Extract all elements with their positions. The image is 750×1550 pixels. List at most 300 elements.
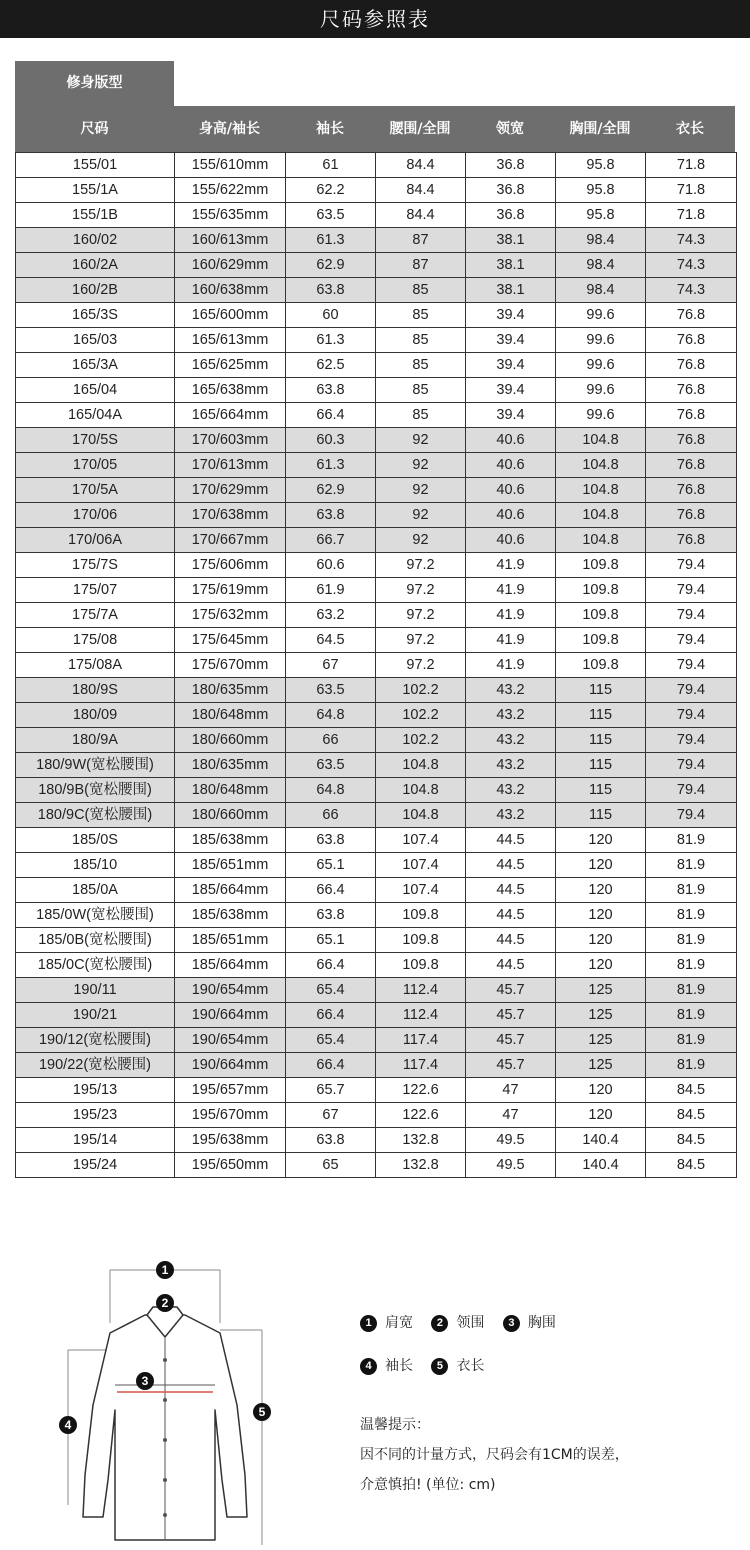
table-cell: 190/664mm xyxy=(175,1003,286,1028)
table-cell: 38.1 xyxy=(466,228,556,253)
table-cell: 81.9 xyxy=(646,878,737,903)
page-title: 尺码参照表 xyxy=(0,0,750,38)
table-cell: 76.8 xyxy=(646,378,737,403)
table-cell: 175/606mm xyxy=(175,553,286,578)
table-row xyxy=(16,1053,737,1078)
table-cell: 65.4 xyxy=(286,1028,376,1053)
legend-label: 胸围 xyxy=(527,1315,556,1331)
table-cell: 190/654mm xyxy=(175,978,286,1003)
table-cell: 36.8 xyxy=(466,203,556,228)
table-cell: 76.8 xyxy=(646,528,737,553)
table-cell: 175/645mm xyxy=(175,628,286,653)
table-cell: 36.8 xyxy=(466,153,556,178)
tips-block xyxy=(360,1410,629,1500)
table-cell: 195/657mm xyxy=(175,1078,286,1103)
table-cell: 79.4 xyxy=(646,553,737,578)
table-cell: 71.8 xyxy=(646,153,737,178)
table-row xyxy=(16,328,737,353)
legend-item-chest xyxy=(503,1312,556,1332)
column-header: 衣长 xyxy=(676,121,704,137)
table-cell: 180/660mm xyxy=(175,728,286,753)
table-cell: 66 xyxy=(286,803,376,828)
table-cell: 109.8 xyxy=(556,553,646,578)
table-cell: 155/622mm xyxy=(175,178,286,203)
table-cell: 180/9C(宽松腰围) xyxy=(16,803,175,828)
table-cell: 185/0A xyxy=(16,878,175,903)
table-cell: 84.5 xyxy=(646,1128,737,1153)
table-cell: 120 xyxy=(556,1103,646,1128)
table-cell: 104.8 xyxy=(556,428,646,453)
table-cell: 76.8 xyxy=(646,303,737,328)
table-cell: 195/23 xyxy=(16,1103,175,1128)
column-header: 胸围/全围 xyxy=(569,121,631,137)
table-cell: 160/629mm xyxy=(175,253,286,278)
table-cell: 81.9 xyxy=(646,853,737,878)
table-row xyxy=(16,203,737,228)
table-cell: 39.4 xyxy=(466,378,556,403)
table-cell: 195/24 xyxy=(16,1153,175,1178)
table-cell: 109.8 xyxy=(556,653,646,678)
table-cell: 125 xyxy=(556,1028,646,1053)
table-cell: 104.8 xyxy=(556,478,646,503)
table-row xyxy=(16,853,737,878)
column-header: 领宽 xyxy=(496,121,524,137)
table-cell: 170/638mm xyxy=(175,503,286,528)
legend-row-2 xyxy=(360,1355,498,1375)
table-cell: 104.8 xyxy=(556,503,646,528)
legend-item-sleeve xyxy=(360,1355,413,1375)
table-row xyxy=(16,553,737,578)
svg-text:1: 1 xyxy=(161,1263,169,1277)
table-cell: 132.8 xyxy=(376,1153,466,1178)
table-cell: 44.5 xyxy=(466,953,556,978)
table-cell: 63.8 xyxy=(286,1128,376,1153)
table-row xyxy=(16,453,737,478)
table-cell: 175/619mm xyxy=(175,578,286,603)
table-row xyxy=(16,703,737,728)
table-cell: 81.9 xyxy=(646,1028,737,1053)
table-cell: 61.3 xyxy=(286,328,376,353)
table-cell: 47 xyxy=(466,1103,556,1128)
table-cell: 185/0W(宽松腰围) xyxy=(16,903,175,928)
table-cell: 165/04 xyxy=(16,378,175,403)
table-cell: 63.8 xyxy=(286,503,376,528)
table-cell: 87 xyxy=(376,253,466,278)
table-cell: 45.7 xyxy=(466,978,556,1003)
table-cell: 104.8 xyxy=(556,453,646,478)
table-cell: 180/9B(宽松腰围) xyxy=(16,778,175,803)
tips-heading: 温馨提示： xyxy=(360,1417,430,1433)
table-cell: 64.5 xyxy=(286,628,376,653)
table-cell: 41.9 xyxy=(466,553,556,578)
column-header: 尺码 xyxy=(80,121,109,137)
table-cell: 104.8 xyxy=(376,753,466,778)
table-cell: 65.7 xyxy=(286,1078,376,1103)
table-row xyxy=(16,303,737,328)
table-cell: 49.5 xyxy=(466,1153,556,1178)
table-cell: 117.4 xyxy=(376,1053,466,1078)
table-cell: 74.3 xyxy=(646,278,737,303)
table-cell: 71.8 xyxy=(646,178,737,203)
table-cell: 76.8 xyxy=(646,428,737,453)
table-row xyxy=(16,678,737,703)
table-cell: 190/11 xyxy=(16,978,175,1003)
table-cell: 95.8 xyxy=(556,153,646,178)
table-cell: 63.5 xyxy=(286,203,376,228)
legend-num-icon: 5 xyxy=(431,1358,448,1375)
table-cell: 140.4 xyxy=(556,1153,646,1178)
table-cell: 76.8 xyxy=(646,328,737,353)
table-row xyxy=(16,728,737,753)
table-cell: 190/12(宽松腰围) xyxy=(16,1028,175,1053)
table-cell: 185/638mm xyxy=(175,903,286,928)
table-cell: 195/650mm xyxy=(175,1153,286,1178)
table-cell: 85 xyxy=(376,378,466,403)
table-cell: 165/3A xyxy=(16,353,175,378)
table-row xyxy=(16,578,737,603)
table-cell: 155/610mm xyxy=(175,153,286,178)
table-cell: 109.8 xyxy=(556,578,646,603)
table-cell: 98.4 xyxy=(556,228,646,253)
shirt-diagram xyxy=(55,1255,295,1545)
table-cell: 120 xyxy=(556,853,646,878)
table-cell: 109.8 xyxy=(376,928,466,953)
table-cell: 66.4 xyxy=(286,1053,376,1078)
table-cell: 81.9 xyxy=(646,953,737,978)
table-cell: 41.9 xyxy=(466,653,556,678)
table-cell: 195/13 xyxy=(16,1078,175,1103)
table-cell: 125 xyxy=(556,978,646,1003)
table-cell: 60.6 xyxy=(286,553,376,578)
table-cell: 66.4 xyxy=(286,1003,376,1028)
table-cell: 79.4 xyxy=(646,628,737,653)
table-cell: 76.8 xyxy=(646,403,737,428)
table-cell: 41.9 xyxy=(466,603,556,628)
table-cell: 160/638mm xyxy=(175,278,286,303)
table-row xyxy=(16,228,737,253)
table-cell: 160/2A xyxy=(16,253,175,278)
table-cell: 79.4 xyxy=(646,803,737,828)
table-cell: 190/654mm xyxy=(175,1028,286,1053)
table-cell: 195/670mm xyxy=(175,1103,286,1128)
table-cell: 40.6 xyxy=(466,528,556,553)
table-cell: 65 xyxy=(286,1153,376,1178)
table-row xyxy=(16,753,737,778)
table-cell: 160/02 xyxy=(16,228,175,253)
table-cell: 165/664mm xyxy=(175,403,286,428)
table-row xyxy=(16,878,737,903)
table-row xyxy=(16,928,737,953)
size-table xyxy=(15,152,737,1178)
table-cell: 67 xyxy=(286,1103,376,1128)
table-row xyxy=(16,1153,737,1178)
table-cell: 160/613mm xyxy=(175,228,286,253)
table-cell: 125 xyxy=(556,1053,646,1078)
table-cell: 99.6 xyxy=(556,303,646,328)
table-cell: 102.2 xyxy=(376,728,466,753)
table-cell: 125 xyxy=(556,1003,646,1028)
table-cell: 140.4 xyxy=(556,1128,646,1153)
table-cell: 81.9 xyxy=(646,1053,737,1078)
table-cell: 76.8 xyxy=(646,453,737,478)
table-cell: 109.8 xyxy=(556,603,646,628)
table-row xyxy=(16,278,737,303)
table-cell: 60 xyxy=(286,303,376,328)
table-cell: 85 xyxy=(376,278,466,303)
legend-num-icon: 1 xyxy=(360,1315,377,1332)
table-cell: 61.3 xyxy=(286,228,376,253)
table-cell: 180/9S xyxy=(16,678,175,703)
table-cell: 84.4 xyxy=(376,153,466,178)
table-cell: 170/667mm xyxy=(175,528,286,553)
table-cell: 63.2 xyxy=(286,603,376,628)
table-cell: 79.4 xyxy=(646,753,737,778)
table-cell: 185/10 xyxy=(16,853,175,878)
table-cell: 102.2 xyxy=(376,678,466,703)
table-cell: 132.8 xyxy=(376,1128,466,1153)
table-cell: 185/0S xyxy=(16,828,175,853)
table-cell: 41.9 xyxy=(466,628,556,653)
table-cell: 170/629mm xyxy=(175,478,286,503)
table-cell: 92 xyxy=(376,428,466,453)
table-cell: 43.2 xyxy=(466,753,556,778)
table-cell: 115 xyxy=(556,803,646,828)
legend-item-collar xyxy=(431,1312,484,1332)
table-cell: 112.4 xyxy=(376,978,466,1003)
table-cell: 190/21 xyxy=(16,1003,175,1028)
table-cell: 185/638mm xyxy=(175,828,286,853)
table-cell: 65.4 xyxy=(286,978,376,1003)
table-cell: 115 xyxy=(556,703,646,728)
table-row xyxy=(16,253,737,278)
table-cell: 81.9 xyxy=(646,978,737,1003)
table-row xyxy=(16,1003,737,1028)
table-cell: 64.8 xyxy=(286,778,376,803)
table-cell: 65.1 xyxy=(286,853,376,878)
table-cell: 45.7 xyxy=(466,1028,556,1053)
table-cell: 49.5 xyxy=(466,1128,556,1153)
table-cell: 39.4 xyxy=(466,353,556,378)
table-cell: 180/09 xyxy=(16,703,175,728)
table-row xyxy=(16,353,737,378)
table-cell: 180/9A xyxy=(16,728,175,753)
table-cell: 99.6 xyxy=(556,378,646,403)
table-cell: 165/613mm xyxy=(175,328,286,353)
table-cell: 180/635mm xyxy=(175,753,286,778)
table-cell: 117.4 xyxy=(376,1028,466,1053)
table-cell: 92 xyxy=(376,528,466,553)
table-cell: 62.9 xyxy=(286,478,376,503)
table-cell: 170/05 xyxy=(16,453,175,478)
table-cell: 63.8 xyxy=(286,903,376,928)
table-cell: 122.6 xyxy=(376,1078,466,1103)
fit-type-tab: 修身版型 xyxy=(15,61,174,106)
table-cell: 120 xyxy=(556,953,646,978)
table-cell: 98.4 xyxy=(556,278,646,303)
table-cell: 87 xyxy=(376,228,466,253)
table-cell: 44.5 xyxy=(466,878,556,903)
table-cell: 97.2 xyxy=(376,653,466,678)
table-cell: 170/613mm xyxy=(175,453,286,478)
table-cell: 99.6 xyxy=(556,328,646,353)
table-cell: 43.2 xyxy=(466,728,556,753)
table-cell: 38.1 xyxy=(466,278,556,303)
table-cell: 99.6 xyxy=(556,403,646,428)
table-row xyxy=(16,603,737,628)
table-cell: 109.8 xyxy=(376,953,466,978)
legend-label: 肩宽 xyxy=(385,1315,413,1331)
table-cell: 66.4 xyxy=(286,878,376,903)
table-cell: 170/5A xyxy=(16,478,175,503)
table-cell: 97.2 xyxy=(376,603,466,628)
table-cell: 165/3S xyxy=(16,303,175,328)
table-cell: 155/635mm xyxy=(175,203,286,228)
table-cell: 66.4 xyxy=(286,403,376,428)
table-row xyxy=(16,1103,737,1128)
table-cell: 44.5 xyxy=(466,928,556,953)
table-cell: 175/7S xyxy=(16,553,175,578)
table-cell: 85 xyxy=(376,403,466,428)
table-cell: 120 xyxy=(556,878,646,903)
table-cell: 63.5 xyxy=(286,678,376,703)
table-cell: 160/2B xyxy=(16,278,175,303)
table-cell: 185/0C(宽松腰围) xyxy=(16,953,175,978)
table-cell: 185/0B(宽松腰围) xyxy=(16,928,175,953)
table-row xyxy=(16,953,737,978)
table-header xyxy=(15,106,735,152)
table-row xyxy=(16,903,737,928)
table-cell: 165/04A xyxy=(16,403,175,428)
table-cell: 66.7 xyxy=(286,528,376,553)
table-cell: 43.2 xyxy=(466,778,556,803)
table-cell: 180/9W(宽松腰围) xyxy=(16,753,175,778)
table-cell: 155/1A xyxy=(16,178,175,203)
table-cell: 39.4 xyxy=(466,328,556,353)
table-cell: 109.8 xyxy=(376,903,466,928)
table-cell: 44.5 xyxy=(466,853,556,878)
table-cell: 84.4 xyxy=(376,178,466,203)
table-row xyxy=(16,803,737,828)
table-cell: 97.2 xyxy=(376,553,466,578)
table-cell: 62.2 xyxy=(286,178,376,203)
table-cell: 115 xyxy=(556,753,646,778)
table-cell: 60.3 xyxy=(286,428,376,453)
table-cell: 79.4 xyxy=(646,678,737,703)
table-cell: 155/1B xyxy=(16,203,175,228)
svg-text:5: 5 xyxy=(258,1405,266,1419)
table-row xyxy=(16,378,737,403)
table-cell: 180/648mm xyxy=(175,703,286,728)
table-cell: 170/06 xyxy=(16,503,175,528)
table-cell: 102.2 xyxy=(376,703,466,728)
table-cell: 92 xyxy=(376,478,466,503)
table-row xyxy=(16,1028,737,1053)
svg-text:4: 4 xyxy=(64,1418,72,1432)
table-cell: 175/08A xyxy=(16,653,175,678)
table-cell: 61.9 xyxy=(286,578,376,603)
table-cell: 40.6 xyxy=(466,428,556,453)
table-cell: 175/07 xyxy=(16,578,175,603)
table-cell: 38.1 xyxy=(466,253,556,278)
table-cell: 104.8 xyxy=(376,803,466,828)
legend-item-length xyxy=(431,1355,484,1375)
legend-num-icon: 2 xyxy=(431,1315,448,1332)
table-cell: 92 xyxy=(376,503,466,528)
table-cell: 76.8 xyxy=(646,478,737,503)
table-cell: 97.2 xyxy=(376,578,466,603)
column-header: 身高/袖长 xyxy=(198,121,261,137)
table-cell: 122.6 xyxy=(376,1103,466,1128)
table-cell: 40.6 xyxy=(466,478,556,503)
table-row xyxy=(16,628,737,653)
table-cell: 40.6 xyxy=(466,453,556,478)
column-header: 袖长 xyxy=(316,121,344,137)
table-cell: 115 xyxy=(556,728,646,753)
tips-line-2: 介意慎拍! (单位: cm) xyxy=(360,1477,496,1493)
table-cell: 165/03 xyxy=(16,328,175,353)
table-cell: 190/22(宽松腰围) xyxy=(16,1053,175,1078)
table-row xyxy=(16,503,737,528)
legend-num-icon: 3 xyxy=(503,1315,520,1332)
table-cell: 155/01 xyxy=(16,153,175,178)
table-row xyxy=(16,153,737,178)
table-row xyxy=(16,978,737,1003)
table-cell: 79.4 xyxy=(646,578,737,603)
table-cell: 84.5 xyxy=(646,1078,737,1103)
table-cell: 74.3 xyxy=(646,253,737,278)
table-cell: 115 xyxy=(556,678,646,703)
table-cell: 98.4 xyxy=(556,253,646,278)
table-cell: 62.9 xyxy=(286,253,376,278)
table-cell: 109.8 xyxy=(556,628,646,653)
table-cell: 67 xyxy=(286,653,376,678)
table-cell: 107.4 xyxy=(376,878,466,903)
table-cell: 71.8 xyxy=(646,203,737,228)
table-cell: 120 xyxy=(556,828,646,853)
table-cell: 66.4 xyxy=(286,953,376,978)
table-cell: 107.4 xyxy=(376,853,466,878)
table-cell: 195/638mm xyxy=(175,1128,286,1153)
table-cell: 45.7 xyxy=(466,1003,556,1028)
table-row xyxy=(16,528,737,553)
table-cell: 79.4 xyxy=(646,603,737,628)
table-cell: 185/664mm xyxy=(175,953,286,978)
table-row xyxy=(16,478,737,503)
table-row xyxy=(16,653,737,678)
table-cell: 47 xyxy=(466,1078,556,1103)
table-cell: 120 xyxy=(556,928,646,953)
table-cell: 175/7A xyxy=(16,603,175,628)
table-cell: 170/06A xyxy=(16,528,175,553)
table-cell: 63.8 xyxy=(286,278,376,303)
table-cell: 74.3 xyxy=(646,228,737,253)
table-row xyxy=(16,178,737,203)
table-cell: 41.9 xyxy=(466,578,556,603)
tips-line-1: 因不同的计量方式，尺码会有1CM的误差， xyxy=(360,1447,629,1463)
table-cell: 63.8 xyxy=(286,378,376,403)
table-cell: 180/635mm xyxy=(175,678,286,703)
table-cell: 63.8 xyxy=(286,828,376,853)
table-row xyxy=(16,428,737,453)
table-cell: 195/14 xyxy=(16,1128,175,1153)
table-cell: 61 xyxy=(286,153,376,178)
table-cell: 120 xyxy=(556,1078,646,1103)
table-cell: 85 xyxy=(376,328,466,353)
table-cell: 43.2 xyxy=(466,803,556,828)
table-cell: 76.8 xyxy=(646,503,737,528)
legend-label: 袖长 xyxy=(385,1358,413,1374)
table-cell: 104.8 xyxy=(556,528,646,553)
